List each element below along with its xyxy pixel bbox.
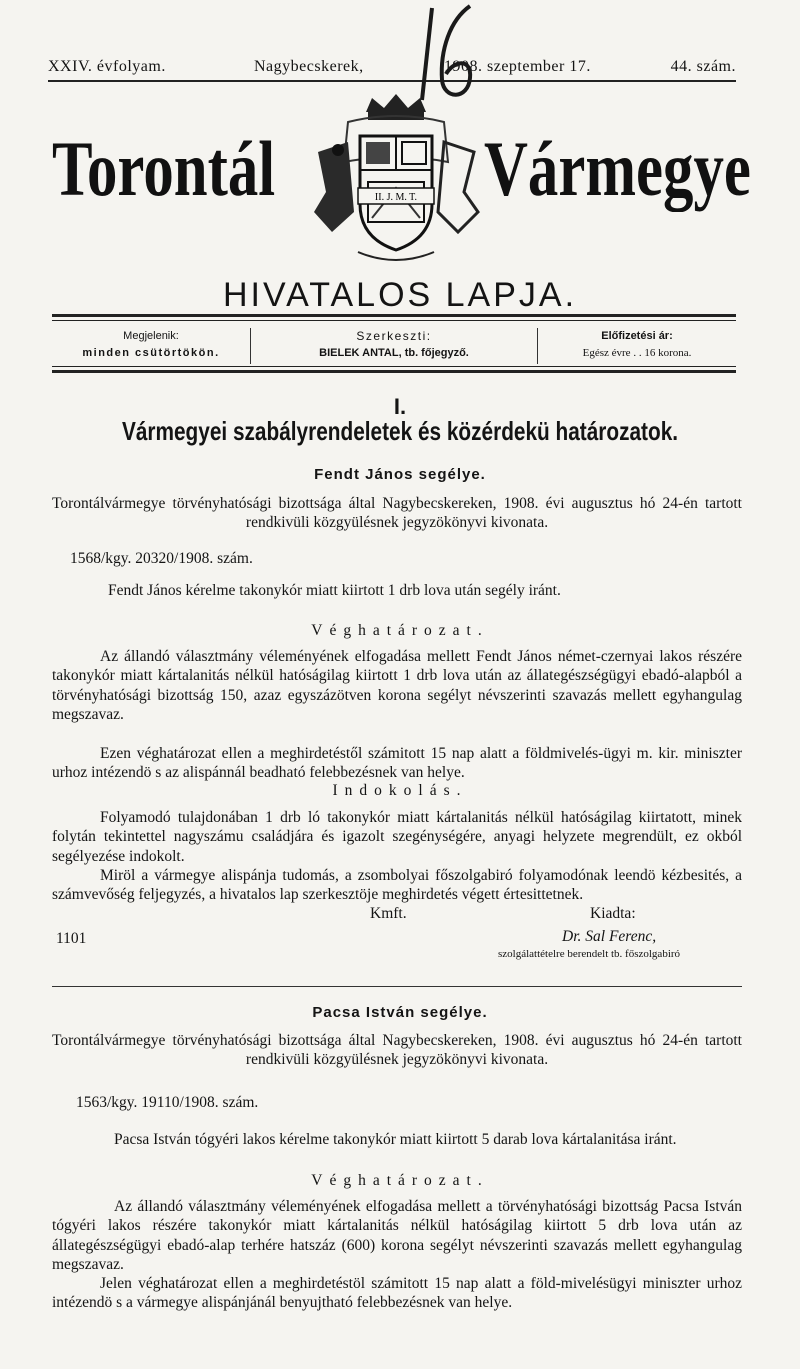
article1-subject: Fendt János kérelme takonykór miatt kiirtott 1 drb lova után segély iránt. [108,582,561,599]
crest-text: II. J. M. T. [374,192,418,203]
issue-date: 1908. szeptember 17. [444,58,591,75]
article1-reason: Folyamodó tulajdonában 1 drb ló takonykór miatt kártalanitás nélkül hatóságilag kiirtatott, minek folytán tekintettel nagyszámu családjára és igazolt szegénységére, anyagi helyzete megrendült, ez okból segélyezése indokolt. [52,809,742,865]
article-divider [52,986,742,987]
article2-decision-head: Véghatározat. [311,1172,489,1189]
editor-info [250,328,538,364]
article1-number: 1101 [56,930,87,947]
article2-subject: Pacsa István tógyéri lakos kérelme takonykór miatt kiirtott 5 darab lova kártalanitása iránt. [114,1131,677,1148]
subscription-value: Egész évre . . 16 korona. [582,347,692,359]
info-rule-top [52,314,736,317]
article1-kiadta: Kiadta: [590,905,636,922]
subscription-label: Előfizetési ár: [601,330,673,342]
info-box [52,324,736,364]
article1-decision: Az állandó választmány véleményének elfogadása mellett Fendt János német-czernyai lakos részére takonykór miatt kártalanitás nélkül hatóságilag kiirtott 1 drb lova után az állategészségügyi ebadó-alapból a törvényhatósági bizottság 150, azaz egyszázötven korona segélyt névszerinti szavazás mellett egyhangulag megszavaz. [52,648,742,724]
coat-of-arms-icon [308,92,484,268]
article1-kmft: Kmft. [370,905,407,922]
masthead-left: Torontál [52,125,276,212]
article1-appeal: Ezen véghatározat ellen a meghirdetéstől számitott 15 nap alatt a földmivelés-ügyi m. kir. miniszter urhoz intézendö s az alispánnál beadható felebbezésnek van helye. [52,745,742,782]
masthead-subtitle: HIVATALOS LAPJA. [222,276,578,314]
section-title: Vármegyei szabályrendeletek és közérdekü határozatok. [121,416,679,446]
header-rule [48,80,736,82]
editor-label: Szerkeszti: [356,329,432,343]
editor-value: BIELEK ANTAL, tb. főjegyző. [319,347,469,359]
city: Nagybecskerek, [254,58,364,75]
info-rule-bottom-thin [52,366,736,367]
info-rule-bottom [52,370,736,373]
article2-ref: 1563/kgy. 19110/1908. szám. [76,1094,259,1111]
article2-decision: Az állandó választmány véleményének elfogadása mellett a törvényhatósági bizottság Pacsa István tógyéri lakos részére takonykór miatt kártalanitás nélkül hatóságilag kiirtott 5 drb lova után az állategészségügyi ebadó-alap terhére hatszáz (600) korona segélyt névszerinti szavazás mellett egyhangulag megszavaz. [52,1198,742,1274]
publish-label: Megjelenik: [123,330,179,342]
article1-notice: Miröl a vármegye alispánja tudomás, a zsombolyai főszolgabiró folyamodónak leendö kézbesités, a számvevőség feljegyzés, a hivatalos lap szerkesztöje meghirdetés végett értesittetnek. [52,867,742,904]
issue-number: 44. szám. [670,58,736,75]
section-number: I. [393,394,407,419]
article1-signer: Dr. Sal Ferenc, [562,928,657,945]
article2-intro: Torontálvármegye törvényhatósági bizottsága által Nagybecskereken, 1908. évi augusztus hó 24-én tartott rendkivüli közgyülésnek jegyzökönyvi kivonata. [52,1032,742,1069]
article1-decision-head: Véghatározat. [311,622,489,639]
article2-title: Pacsa István segélye. [312,1004,488,1021]
masthead-right: Vármegye [484,125,751,212]
article2-appeal: Jelen véghatározat ellen a meghirdetéstöl számitott 15 nap alatt a föld-mivelésügyi miniszter urhoz intézendö s a vármegye alispánjánál benyujtható felebbezésnek van helye. [52,1275,742,1312]
article1-title: Fendt János segélye. [314,466,486,483]
article1-reason-head: Indokolás. [332,782,468,799]
article1-intro: Torontálvármegye törvényhatósági bizottsága által Nagybecskereken, 1908. évi augusztus hó 24-én tartott rendkivüli közgyülésnek jegyzökönyvi kivonata. [52,495,742,532]
issue-header [48,58,736,82]
publish-value: minden csütörtökön. [82,347,220,359]
volume: XXIV. évfolyam. [48,58,166,75]
article1-signer-title: szolgálattételre berendelt tb. főszolgabiró [498,948,681,960]
info-rule-top-thin [52,320,736,321]
subscription-info [538,328,736,362]
publish-info [52,328,250,362]
article1-ref: 1568/kgy. 20320/1908. szám. [70,550,253,567]
